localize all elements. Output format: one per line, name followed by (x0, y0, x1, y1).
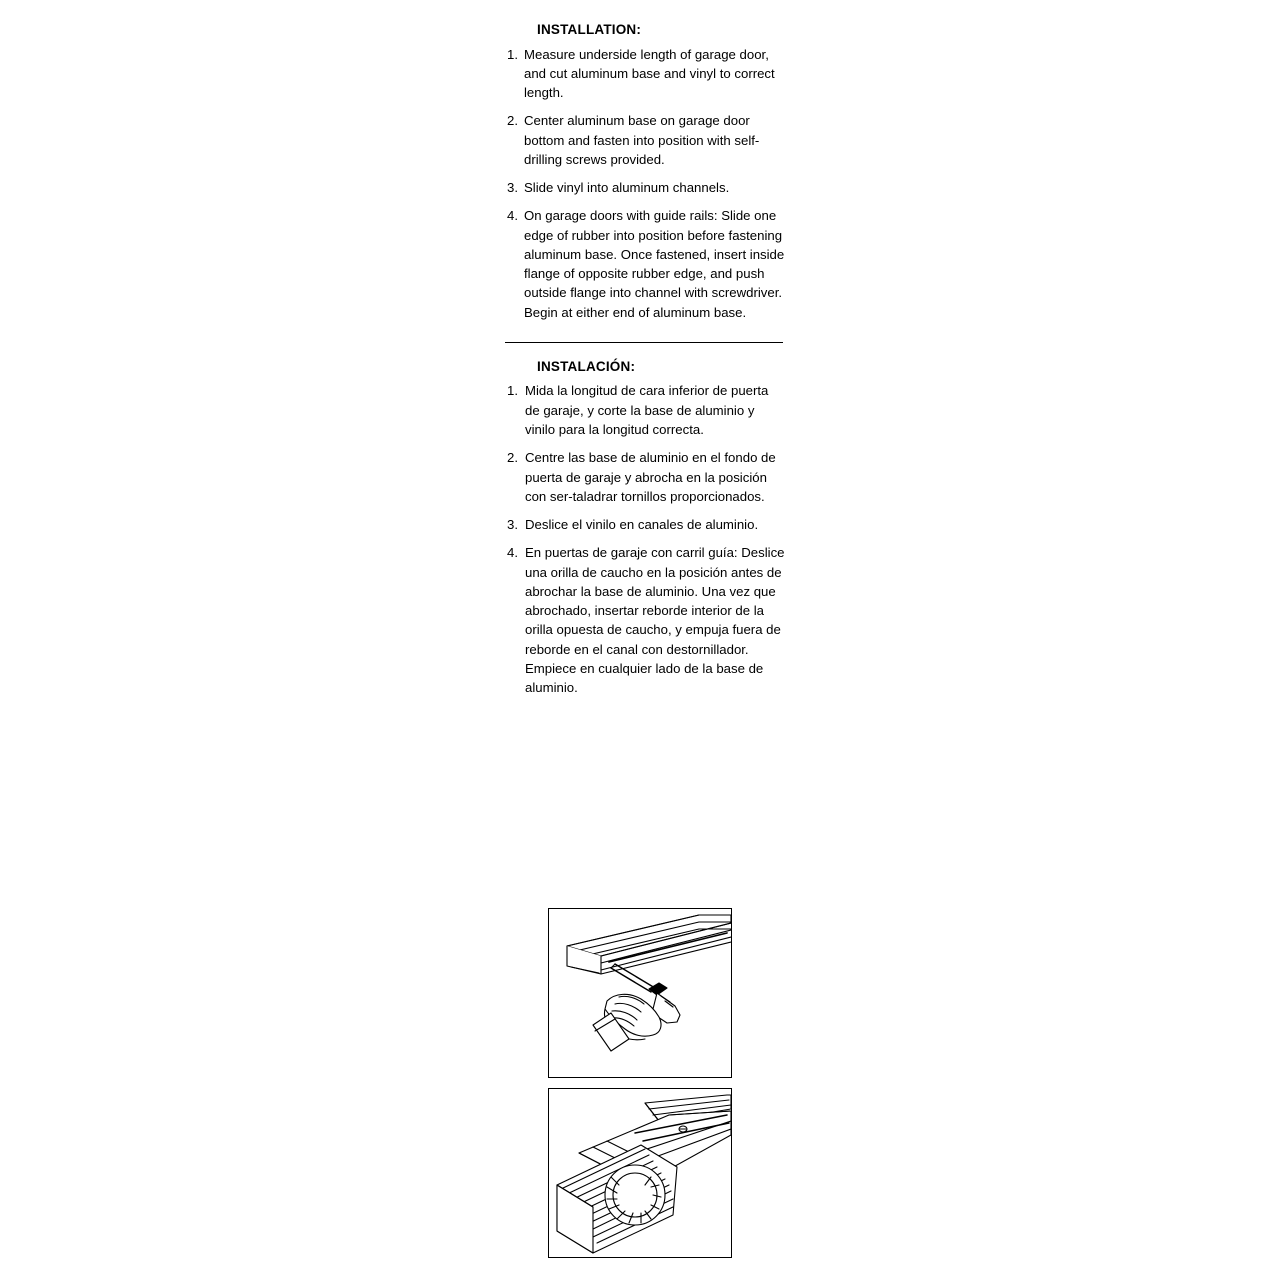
spanish-steps (505, 381, 790, 697)
list-item (505, 206, 790, 322)
english-steps (505, 45, 790, 322)
step-text: Center aluminum base on garage door bottom and fasten into position with self-drilling screws provided. (524, 113, 760, 167)
step-text: Mida la longitud de cara inferior de puerta de garaje, y corte la base de aluminio y vinilo para la longitud correcta. (525, 383, 769, 438)
list-item (505, 45, 790, 103)
figure-screwdriver-inserting-rubber-flange (548, 908, 732, 1078)
instructions-column (505, 22, 790, 706)
step-number: 3. (507, 517, 518, 533)
list-item (505, 543, 790, 697)
step-number: 3. (507, 180, 518, 196)
step-number: 1. (507, 383, 518, 399)
step-number: 2. (507, 113, 518, 129)
list-item (505, 381, 790, 439)
list-item (505, 111, 790, 169)
figure-1-illustration (549, 909, 731, 1077)
list-item (505, 178, 790, 197)
step-text: Deslice el vinilo en canales de aluminio. (525, 517, 759, 533)
section-divider (505, 342, 783, 343)
list-item (505, 515, 790, 534)
step-number: 1. (507, 46, 518, 62)
step-number: 2. (507, 450, 518, 466)
figure-2-illustration (549, 1089, 731, 1257)
step-text: Measure underside length of garage door, and cut aluminum base and vinyl to correct length. (524, 46, 775, 101)
spanish-heading: INSTALACIÓN: (537, 358, 636, 374)
step-text: En puertas de garaje con carril guía: Deslice una orilla de caucho en la posición antes de abrochar la base de aluminio. Una vez que abrochado, insertar reborde interior de la orilla opuesta de caucho, y empuja fuera de reborde en el canal con destornillador. Empiece en cualquier lado de la base de aluminio. (525, 545, 785, 696)
english-section (505, 22, 790, 322)
english-heading: INSTALLATION: (537, 22, 642, 37)
list-item (505, 448, 790, 506)
step-text: On garage doors with guide rails: Slide one edge of rubber into position before fastening aluminum base. Once fastened, insert inside flange of opposite rubber edge, and push outside flange into channel with screwdriver. Begin at either end of aluminum base. (524, 208, 785, 320)
step-text: Centre las base de aluminio en el fondo de puerta de garaje y abrocha en la posición con ser-taladrar tornillos proporcionados. (525, 450, 776, 504)
step-text: Slide vinyl into aluminum channels. (524, 180, 730, 196)
figure-aluminum-base-with-vinyl-seal (548, 1088, 732, 1258)
step-number: 4. (507, 545, 518, 561)
step-number: 4. (507, 208, 518, 224)
figures-group (548, 908, 732, 1258)
spanish-section (505, 359, 790, 698)
